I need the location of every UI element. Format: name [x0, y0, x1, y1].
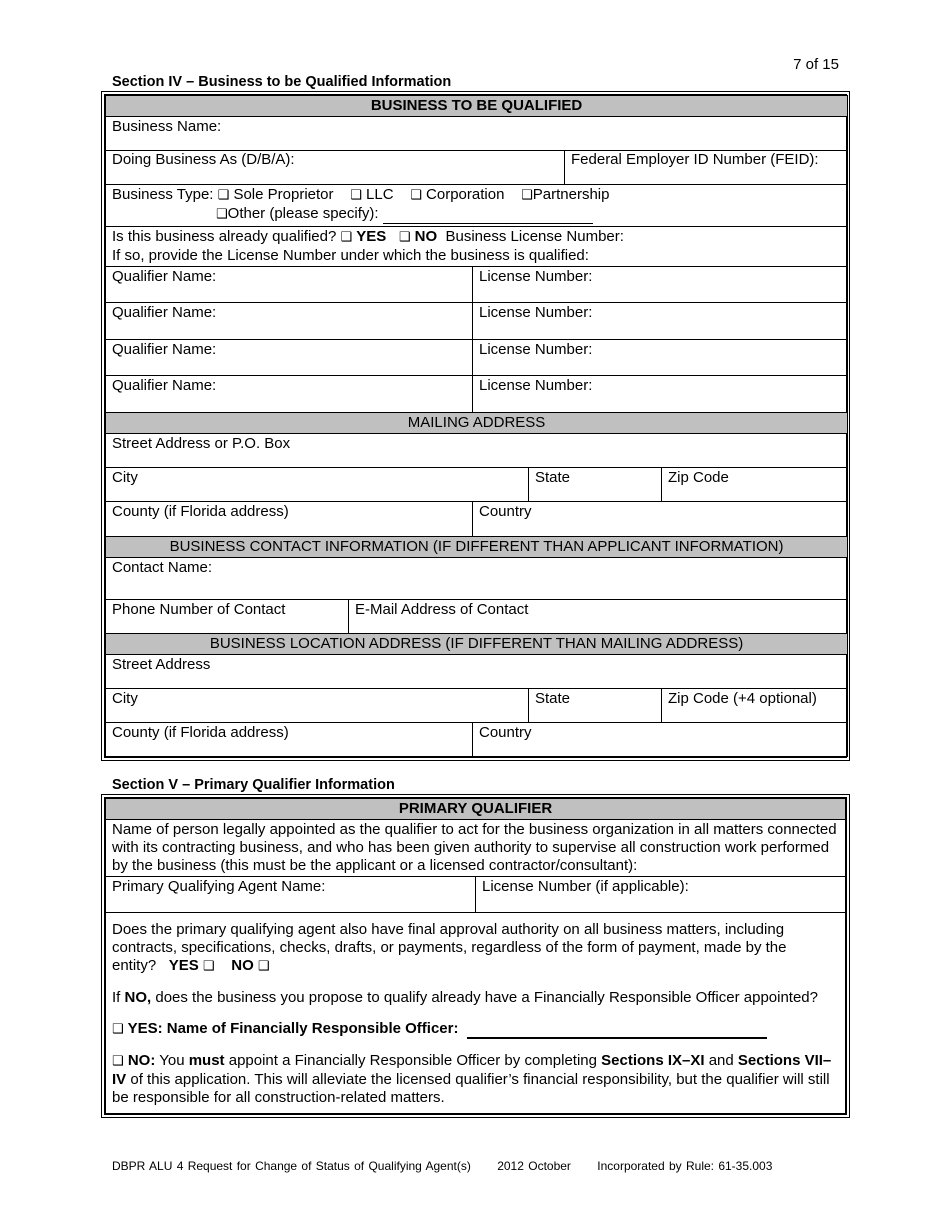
partnership-label: Partnership	[532, 186, 610, 203]
fro-question	[112, 989, 839, 1007]
dba-label: Doing Business As (D/B/A):	[112, 151, 295, 168]
location-address-header: BUSINESS LOCATION ADDRESS (IF DIFFERENT THAN MAILING ADDRESS)	[106, 634, 848, 655]
business-qualified-header: BUSINESS TO BE QUALIFIED	[106, 96, 848, 117]
qualified-no-checkbox[interactable]: ❑	[398, 230, 411, 245]
corporation-label: Corporation	[426, 186, 505, 203]
fro-no-text-4: of this application. This will alleviate the licensed qualifier’s financial responsibility, but the qualifier will still be responsible for all construction-related matters.	[112, 1071, 830, 1106]
county-label: County (if Florida address)	[112, 724, 289, 741]
mailing-county-field[interactable]	[106, 502, 473, 537]
contact-name-field[interactable]	[106, 558, 848, 600]
license-number-label: License Number:	[479, 341, 593, 358]
other-type-input[interactable]	[383, 209, 593, 224]
agent-license-label: License Number (if applicable):	[482, 878, 689, 895]
mailing-state-field[interactable]	[529, 468, 662, 502]
mailing-country-field[interactable]	[473, 502, 848, 537]
business-type-row	[106, 185, 848, 227]
city-label: City	[112, 469, 138, 486]
primary-qualifier-form	[101, 794, 850, 1118]
qualified-yes-checkbox[interactable]: ❑	[340, 230, 353, 245]
dba-field[interactable]	[106, 151, 565, 185]
approval-question-text: Does the primary qualifying agent also have final approval authority on all business matters, including contracts, specifications, checks, drafts, or payments, regardless of the form of payment, made by the entity?	[112, 921, 787, 974]
corporation-checkbox[interactable]: ❑	[410, 188, 422, 203]
fro-yes-row	[112, 1020, 839, 1039]
sole-proprietor-label: Sole Proprietor	[233, 186, 334, 203]
fro-question-text: does the business you propose to qualify already have a Financially Responsible Officer appointed?	[151, 989, 818, 1006]
business-license-number-label: Business License Number:	[445, 228, 624, 245]
state-label: State	[535, 690, 571, 707]
page-number: 7 of 15	[793, 56, 839, 73]
llc-label: LLC	[366, 186, 394, 203]
street-po-label: Street Address or P.O. Box	[112, 435, 291, 452]
location-zip-field[interactable]	[662, 689, 848, 723]
mailing-city-field[interactable]	[106, 468, 529, 502]
approval-no-label: NO	[231, 957, 254, 974]
license-number-label: License Number:	[479, 304, 593, 321]
location-city-field[interactable]	[106, 689, 529, 723]
location-country-field[interactable]	[473, 723, 848, 757]
qualifier-name-label: Qualifier Name:	[112, 304, 217, 321]
contact-name-label: Contact Name:	[112, 559, 213, 576]
qualifier-intro: Name of person legally appointed as the qualifier to act for the business organization in all matters connected with its contracting business, and who has been given authority to supervise all construction work performed by the business (this must be the applicant or a licensed contractor/consultant):	[106, 820, 846, 877]
footer-rule: Incorporated by Rule: 61-35.003	[597, 1159, 773, 1173]
fro-name-input[interactable]	[467, 1023, 767, 1039]
fro-no-text-3: and	[704, 1052, 738, 1069]
footer-date: 2012 October	[497, 1159, 571, 1173]
approval-no-checkbox[interactable]: ❑	[257, 959, 270, 974]
email-label: E-Mail Address of Contact	[355, 601, 529, 618]
fro-no-label: NO:	[127, 1052, 156, 1069]
already-qualified-question: Is this business already qualified?	[112, 228, 337, 245]
street-label: Street Address	[112, 656, 211, 673]
license-number-field-3[interactable]	[473, 340, 848, 376]
llc-checkbox[interactable]: ❑	[350, 188, 362, 203]
qualifier-name-label: Qualifier Name:	[112, 341, 217, 358]
approval-yes-label: YES	[168, 957, 199, 974]
fro-no-row	[112, 1052, 839, 1107]
agent-name-label: Primary Qualifying Agent Name:	[112, 878, 326, 895]
partnership-checkbox[interactable]: ❑	[521, 188, 533, 203]
contact-info-header: BUSINESS CONTACT INFORMATION (IF DIFFERENT THAN APPLICANT INFORMATION)	[106, 537, 848, 558]
country-label: Country	[479, 503, 532, 520]
mailing-address-header: MAILING ADDRESS	[106, 413, 848, 434]
qualifier-name-field-1[interactable]	[106, 267, 473, 303]
qualified-yes-label: YES	[356, 228, 387, 245]
qualifier-name-field-2[interactable]	[106, 303, 473, 340]
license-number-field-2[interactable]	[473, 303, 848, 340]
city-label: City	[112, 690, 138, 707]
approval-section	[106, 913, 846, 1114]
fro-no-sections-1: Sections IX–XI	[601, 1052, 705, 1069]
phone-label: Phone Number of Contact	[112, 601, 286, 618]
fro-no-sections-2: Sections VII–IV	[112, 1052, 832, 1088]
sole-proprietor-checkbox[interactable]: ❑	[217, 188, 230, 203]
location-state-field[interactable]	[529, 689, 662, 723]
contact-email-field[interactable]	[349, 600, 848, 634]
fro-yes-label: YES: Name of Financially Responsible Officer:	[127, 1020, 459, 1037]
qualifier-name-label: Qualifier Name:	[112, 268, 217, 285]
qualifier-name-field-3[interactable]	[106, 340, 473, 376]
license-number-field-1[interactable]	[473, 267, 848, 303]
primary-qualifier-header: PRIMARY QUALIFIER	[106, 799, 846, 820]
qualifier-name-field-4[interactable]	[106, 376, 473, 413]
section-v-title: Section V – Primary Qualifier Information	[112, 777, 395, 793]
contact-phone-field[interactable]	[106, 600, 349, 634]
fro-no-text-2: appoint a Financially Responsible Officer by completing	[224, 1052, 602, 1069]
fro-question-prefix: If	[112, 989, 125, 1006]
business-name-label: Business Name:	[112, 118, 222, 135]
fro-question-no: NO,	[124, 989, 152, 1006]
qualifier-name-label: Qualifier Name:	[112, 377, 217, 394]
fro-yes-checkbox[interactable]: ❑	[112, 1022, 124, 1037]
zip4-label: Zip Code (+4 optional)	[668, 690, 817, 707]
qualified-note: If so, provide the License Number under which the business is qualified:	[112, 247, 589, 264]
country-label: Country	[479, 724, 532, 741]
fro-no-text-1: You	[155, 1052, 189, 1069]
business-to-be-qualified-form	[101, 91, 850, 761]
agent-name-field[interactable]	[106, 877, 476, 913]
feid-field[interactable]	[565, 151, 848, 185]
agent-license-field[interactable]	[476, 877, 846, 913]
license-number-field-4[interactable]	[473, 376, 848, 413]
approval-question	[112, 921, 839, 976]
footer-form-name: DBPR ALU 4 Request for Change of Status of Qualifying Agent(s)	[112, 1159, 471, 1173]
county-label: County (if Florida address)	[112, 503, 289, 520]
state-label: State	[535, 469, 571, 486]
mailing-zip-field[interactable]	[662, 468, 848, 502]
already-qualified-row	[106, 227, 848, 267]
license-number-label: License Number:	[479, 377, 593, 394]
other-type-label: Other (please specify):	[227, 205, 379, 222]
section-iv-title: Section IV – Business to be Qualified Information	[112, 74, 452, 90]
qualified-no-label: NO	[414, 228, 438, 245]
business-name-field[interactable]	[106, 117, 848, 151]
location-county-field[interactable]	[106, 723, 473, 757]
other-type-checkbox[interactable]: ❑	[216, 207, 228, 222]
fro-no-must: must	[188, 1052, 225, 1069]
fro-no-checkbox[interactable]: ❑	[112, 1054, 124, 1069]
approval-yes-checkbox[interactable]: ❑	[202, 959, 215, 974]
license-number-label: License Number:	[479, 268, 593, 285]
location-street-field[interactable]	[106, 655, 848, 689]
business-type-label: Business Type:	[112, 186, 214, 203]
mailing-street-field[interactable]	[106, 434, 848, 468]
zip-label: Zip Code	[668, 469, 729, 486]
page-footer	[112, 1159, 794, 1173]
feid-label: Federal Employer ID Number (FEID):	[571, 151, 819, 168]
